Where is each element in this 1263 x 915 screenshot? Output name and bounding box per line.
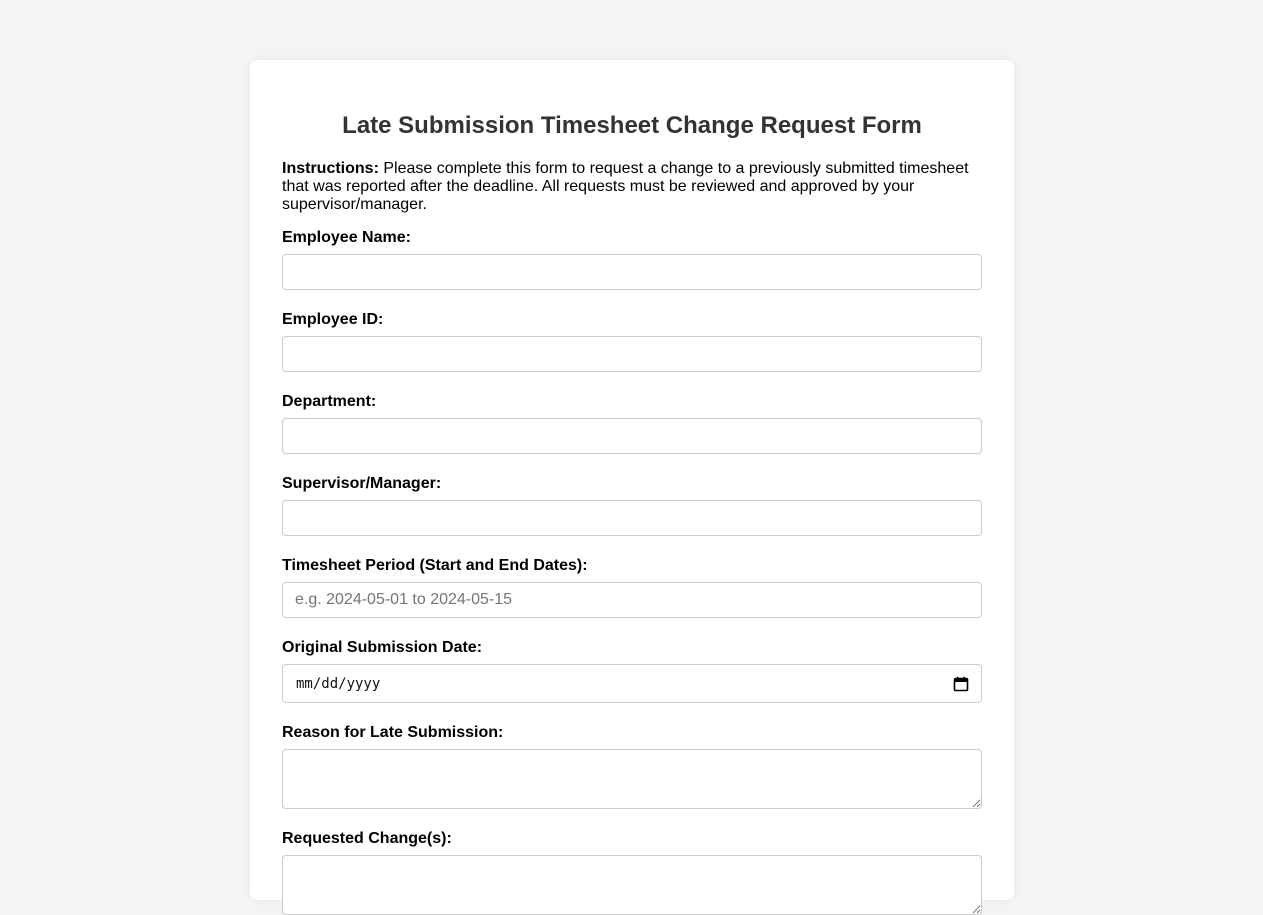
- instructions-label: Instructions:: [282, 160, 379, 177]
- employee-id-group: [282, 311, 982, 372]
- original-submission-date-label: Original Submission Date:: [282, 639, 483, 656]
- department-group: [282, 393, 982, 454]
- instructions-text: Please complete this form to request a change to a previously submitted timesheet that was reported after the deadline. All requests must be reviewed and approved by your supervisor/manager.: [282, 160, 969, 213]
- requested-changes-label: Requested Change(s):: [282, 830, 452, 847]
- reason-label: Reason for Late Submission:: [282, 724, 504, 741]
- requested-changes-group: [282, 830, 982, 915]
- supervisor-input[interactable]: [282, 500, 982, 536]
- requested-changes-textarea[interactable]: [282, 855, 982, 915]
- employee-id-label: Employee ID:: [282, 311, 384, 328]
- timesheet-period-input[interactable]: [282, 582, 982, 618]
- employee-name-label: Employee Name:: [282, 229, 411, 246]
- instructions: [282, 160, 982, 214]
- date-placeholder-text: mm/dd/yyyy: [296, 675, 381, 692]
- department-input[interactable]: [282, 418, 982, 454]
- employee-name-input[interactable]: [282, 254, 982, 290]
- reason-group: [282, 724, 982, 809]
- employee-id-input[interactable]: [282, 336, 982, 372]
- calendar-icon[interactable]: [953, 676, 969, 692]
- timesheet-period-group: [282, 557, 982, 618]
- page-title: Late Submission Timesheet Change Request Form: [342, 112, 922, 139]
- original-submission-date-group: [282, 639, 982, 703]
- reason-textarea[interactable]: [282, 749, 982, 809]
- timesheet-period-label: Timesheet Period (Start and End Dates):: [282, 557, 588, 574]
- original-submission-date-input[interactable]: [282, 664, 982, 703]
- supervisor-group: [282, 475, 982, 536]
- department-label: Department:: [282, 393, 377, 410]
- form-card: [250, 60, 1014, 900]
- supervisor-label: Supervisor/Manager:: [282, 475, 442, 492]
- employee-name-group: [282, 229, 982, 290]
